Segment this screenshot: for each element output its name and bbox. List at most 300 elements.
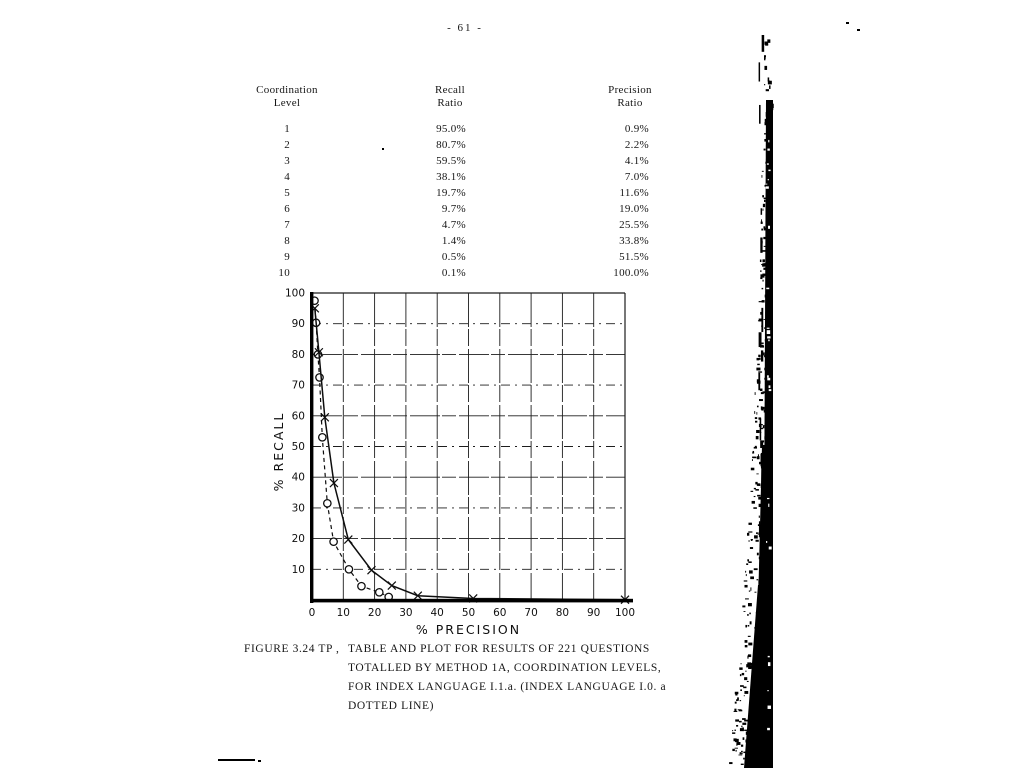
scan-noise — [761, 325, 763, 326]
scan-noise — [761, 597, 764, 600]
scan-noise — [753, 507, 757, 509]
data-point-circle — [330, 538, 337, 545]
scan-noise — [740, 753, 743, 754]
scan-noise — [739, 710, 743, 712]
scan-noise — [761, 229, 763, 231]
scan-noise — [764, 378, 767, 380]
y-tick-label: 80 — [291, 348, 305, 361]
scan-noise — [766, 112, 769, 117]
scan-noise — [746, 563, 748, 565]
scan-noise — [764, 228, 766, 231]
scan-noise — [750, 547, 753, 549]
table-cell-recall: 80.7% — [436, 139, 466, 151]
scan-noise — [748, 636, 751, 637]
table-row — [226, 201, 672, 217]
table-cell-level: 7 — [284, 219, 290, 231]
table-cell-recall: 0.5% — [441, 251, 466, 263]
scan-noise — [758, 417, 761, 419]
scan-noise — [764, 133, 768, 134]
y-tick-label: 40 — [291, 471, 305, 484]
y-tick-label: 90 — [291, 318, 305, 331]
scan-noise — [748, 643, 752, 646]
scan-noise — [763, 407, 765, 409]
scan-noise — [765, 709, 767, 712]
scan-noise — [745, 760, 746, 761]
scan-noise — [758, 524, 759, 526]
series-line-x — [315, 308, 625, 599]
x-tick-label: 70 — [524, 607, 538, 619]
scan-noise — [764, 520, 767, 523]
scan-noise — [758, 371, 762, 372]
scan-noise — [768, 170, 770, 171]
scan-speck — [846, 22, 849, 24]
scan-noise — [759, 105, 761, 124]
scan-noise — [756, 540, 759, 542]
x-tick-label: 10 — [336, 607, 350, 619]
scan-noise — [751, 540, 752, 541]
scan-noise — [743, 737, 745, 740]
table-row — [226, 137, 672, 153]
scan-noise — [761, 208, 762, 215]
scan-noise — [766, 184, 767, 185]
scan-noise — [760, 568, 763, 570]
scan-noise — [764, 436, 768, 439]
scan-noise — [757, 495, 760, 497]
scan-noise — [765, 295, 766, 298]
scan-noise — [766, 186, 769, 188]
scan-noise — [762, 175, 763, 178]
data-point-circle — [319, 434, 326, 441]
scan-noise — [748, 603, 752, 606]
scan-noise — [740, 700, 741, 701]
scan-noise — [760, 602, 762, 604]
scan-noise — [754, 535, 758, 538]
table-cell-level: 4 — [284, 171, 290, 183]
scan-noise — [753, 707, 754, 709]
table-row — [226, 121, 672, 137]
scan-noise — [766, 541, 767, 543]
data-point-circle — [376, 589, 383, 596]
scan-noise — [735, 692, 739, 694]
scan-noise — [756, 368, 760, 371]
scan-noise — [766, 569, 770, 571]
scan-noise — [760, 718, 762, 736]
scan-noise — [757, 579, 758, 580]
scan-noise — [759, 622, 761, 623]
table-cell-precision: 51.5% — [619, 251, 649, 263]
scan-noise — [762, 280, 763, 282]
scan-noise — [763, 268, 765, 270]
scan-noise — [754, 674, 755, 677]
scan-noise — [763, 748, 766, 749]
x-axis-line — [310, 599, 633, 603]
scan-noise — [742, 727, 743, 730]
scan-noise — [751, 763, 755, 766]
scan-noise — [769, 389, 772, 391]
scan-noise — [764, 509, 767, 512]
scan-noise — [765, 614, 769, 616]
table-cell-level: 8 — [284, 235, 290, 247]
scan-noise — [761, 453, 762, 456]
table-cell-recall: 4.7% — [441, 219, 466, 231]
scan-noise — [738, 755, 742, 756]
scan-noise — [757, 553, 759, 556]
scan-noise — [762, 712, 765, 715]
scan-noise — [764, 731, 765, 733]
scan-noise — [763, 762, 767, 764]
scan-noise — [767, 328, 770, 329]
table-cell-level: 3 — [284, 155, 290, 167]
scan-noise — [754, 705, 756, 706]
scan-noise — [767, 330, 770, 334]
scan-noise — [749, 570, 753, 573]
scan-noise — [747, 681, 749, 682]
scan-noise — [756, 640, 760, 642]
scan-noise — [755, 684, 758, 686]
series-line-o — [315, 301, 389, 597]
scan-noise — [742, 718, 746, 720]
scan-noise — [759, 536, 760, 537]
scan-noise — [765, 753, 768, 754]
scan-noise — [742, 673, 744, 675]
scan-noise — [756, 612, 759, 613]
scan-noise — [746, 752, 747, 753]
table-cell-recall: 38.1% — [436, 171, 466, 183]
scan-noise — [745, 571, 746, 573]
table-row — [226, 217, 672, 233]
scan-noise — [761, 343, 764, 344]
data-point-circle — [345, 566, 352, 573]
scan-binding-artifact — [710, 25, 790, 768]
page-number: - 61 - — [447, 22, 483, 34]
scan-noise — [763, 763, 764, 766]
scan-noise — [764, 198, 767, 199]
scan-noise — [770, 104, 773, 108]
header-line: Coordination — [256, 84, 318, 96]
scan-noise — [741, 745, 743, 747]
scan-noise — [756, 709, 760, 711]
table-cell-level: 9 — [284, 251, 290, 263]
scan-noise — [765, 119, 769, 122]
scan-noise — [743, 752, 745, 753]
scan-noise — [763, 659, 767, 662]
scan-noise — [745, 625, 747, 628]
scan-noise — [762, 171, 764, 172]
scan-noise — [753, 726, 756, 729]
scan-noise — [741, 764, 744, 765]
scan-noise — [767, 149, 769, 151]
scan-noise — [760, 389, 762, 392]
scan-noise — [766, 288, 769, 289]
scan-noise — [764, 470, 766, 473]
scan-noise — [761, 466, 763, 468]
scan-noise — [754, 488, 756, 489]
scan-noise — [760, 694, 761, 697]
scan-noise — [767, 336, 770, 338]
scan-noise — [756, 648, 758, 651]
scan-noise — [735, 748, 738, 749]
scan-noise — [769, 136, 772, 137]
scan-noise — [757, 358, 760, 360]
scan-noise — [760, 312, 762, 315]
table-row — [226, 233, 672, 249]
scan-noise — [761, 684, 764, 685]
header-line: Precision — [608, 84, 652, 96]
scan-noise — [747, 533, 749, 536]
x-axis-title: % PRECISION — [415, 622, 522, 637]
scan-noise — [763, 204, 765, 207]
scan-noise — [759, 462, 762, 464]
scan-noise — [764, 66, 767, 70]
scan-noise — [764, 149, 766, 151]
scan-noise — [732, 749, 734, 751]
scan-noise — [768, 706, 771, 709]
scan-noise — [745, 598, 749, 599]
scan-noise — [762, 648, 766, 650]
scan-noise — [759, 504, 763, 507]
scan-noise — [739, 667, 742, 669]
scan-noise — [756, 473, 758, 474]
scan-noise — [764, 246, 768, 247]
scan-noise — [765, 122, 768, 125]
scan-noise — [761, 616, 765, 618]
scan-noise — [764, 756, 766, 757]
scan-noise — [744, 695, 745, 696]
scan-noise — [763, 571, 766, 572]
x-tick-label: 90 — [587, 607, 601, 619]
y-tick-label: 50 — [291, 441, 305, 453]
scan-noise — [763, 629, 764, 631]
scan-noise — [769, 385, 771, 388]
scan-noise — [764, 629, 765, 631]
scan-noise — [765, 506, 767, 508]
table-cell-precision: 100.0% — [613, 267, 649, 279]
table-row — [226, 249, 672, 265]
scan-noise — [758, 606, 759, 608]
scan-noise — [760, 260, 762, 263]
scan-noise — [760, 432, 761, 433]
scan-noise — [763, 275, 765, 276]
scan-noise — [755, 446, 757, 447]
scan-noise — [762, 195, 764, 197]
scan-noise — [746, 732, 750, 735]
scan-noise — [749, 613, 751, 615]
scan-noise — [759, 516, 760, 518]
scan-noise — [745, 645, 748, 647]
scan-noise — [769, 122, 771, 124]
table-cell-recall: 0.1% — [441, 267, 466, 279]
scan-noise — [764, 579, 767, 580]
scan-noise — [764, 409, 765, 412]
scan-noise — [764, 84, 765, 85]
scan-noise — [745, 585, 748, 588]
scan-noise — [768, 656, 770, 657]
scan-noise — [764, 749, 767, 751]
scan-noise — [762, 250, 766, 252]
scan-noise — [744, 720, 748, 722]
header-line: Level — [273, 97, 301, 109]
scan-noise — [759, 756, 762, 765]
data-point-circle — [324, 500, 331, 507]
scan-noise — [759, 62, 760, 81]
scan-speck — [382, 148, 384, 150]
y-tick-label: 60 — [291, 410, 305, 423]
scan-noise — [746, 574, 747, 576]
scan-noise — [755, 642, 756, 644]
figure-caption-separator: , — [336, 643, 340, 655]
scan-noise — [768, 226, 770, 229]
scan-noise — [761, 727, 765, 729]
table-cell-recall: 95.0% — [436, 123, 466, 135]
scan-noise — [768, 504, 769, 507]
table-header-coordination-level — [226, 84, 348, 110]
scan-noise — [757, 379, 760, 382]
scan-noise — [758, 532, 759, 535]
scan-noise — [745, 740, 747, 743]
scan-noise — [759, 557, 763, 560]
scan-noise — [766, 513, 768, 514]
scan-noise — [767, 498, 769, 499]
table-row — [226, 153, 672, 169]
scan-noise — [745, 671, 746, 672]
scan-noise — [762, 259, 764, 262]
y-axis-line — [310, 292, 313, 603]
scan-noise — [736, 750, 737, 752]
scan-noise — [763, 209, 764, 211]
scan-noise — [753, 659, 757, 661]
scan-noise — [768, 140, 769, 142]
figure-caption-label: FIGURE 3.24 TP — [244, 643, 334, 655]
scan-noise — [754, 496, 756, 497]
scan-noise — [767, 375, 769, 377]
scan-noise — [747, 559, 749, 561]
scan-noise — [763, 425, 765, 426]
scan-noise — [756, 436, 759, 439]
table-cell-recall: 1.4% — [441, 235, 466, 247]
scan-noise — [748, 666, 751, 669]
scan-noise — [743, 687, 746, 689]
scan-noise — [736, 725, 738, 727]
scan-noise — [740, 689, 742, 691]
scan-noise — [764, 564, 765, 567]
table-body — [226, 121, 672, 281]
scan-noise — [748, 523, 751, 525]
table-row — [226, 169, 672, 185]
scan-noise — [744, 580, 748, 581]
scan-noise — [753, 451, 755, 454]
scan-noise — [732, 732, 735, 734]
table-cell-precision: 7.0% — [624, 171, 649, 183]
scan-noise — [765, 688, 767, 689]
scan-noise — [765, 477, 769, 478]
footer-rule — [218, 759, 255, 761]
x-tick-label: 30 — [399, 607, 413, 619]
x-tick-label: 50 — [461, 607, 476, 619]
table-cell-precision: 0.9% — [624, 123, 649, 135]
scan-noise — [759, 718, 760, 719]
header-line: Recall — [435, 84, 465, 96]
scan-noise — [758, 355, 760, 357]
table-cell-level: 10 — [278, 267, 290, 279]
scan-noise — [763, 579, 764, 582]
scan-noise — [765, 515, 768, 516]
scan-noise — [748, 531, 752, 532]
scan-noise — [757, 737, 758, 740]
scan-noise — [752, 680, 754, 682]
scan-noise — [750, 587, 751, 590]
scan-noise — [765, 764, 769, 766]
scan-noise — [764, 139, 766, 142]
caption-line: DOTTED LINE) — [348, 700, 435, 712]
scan-noise — [750, 576, 754, 579]
scan-noise — [729, 762, 732, 764]
scan-noise — [745, 640, 748, 643]
scan-noise — [755, 489, 759, 491]
scan-noise — [760, 640, 762, 643]
scan-noise — [760, 424, 763, 425]
scan-noise — [761, 219, 762, 222]
scan-noise — [757, 483, 761, 486]
scan-noise — [761, 681, 765, 684]
scan-noise — [765, 715, 768, 716]
scan-noise — [739, 721, 742, 723]
y-tick-label: 20 — [291, 533, 305, 546]
x-tick-label: 20 — [367, 607, 382, 619]
scan-noise — [764, 200, 765, 202]
scan-noise — [762, 35, 765, 52]
scan-noise — [750, 727, 752, 728]
table-cell-precision: 19.0% — [619, 203, 649, 215]
table-cell-precision: 33.8% — [619, 235, 649, 247]
scan-noise — [736, 742, 740, 745]
table-cell-recall: 19.7% — [436, 187, 466, 199]
scan-noise — [758, 497, 762, 500]
header-line: Ratio — [437, 97, 463, 109]
header-line: Ratio — [617, 97, 643, 109]
results-table — [226, 84, 672, 281]
scan-noise — [744, 691, 748, 694]
scan-noise — [752, 459, 753, 461]
recall-precision-plot — [250, 282, 650, 638]
scan-noise — [756, 412, 757, 415]
scan-noise — [766, 89, 769, 91]
scan-noise — [764, 319, 767, 320]
scan-noise — [757, 406, 759, 408]
scan-noise — [755, 421, 757, 423]
scan-noise — [741, 663, 742, 664]
scan-noise — [756, 532, 758, 534]
table-cell-precision: 25.5% — [619, 219, 649, 231]
scan-noise — [761, 241, 763, 243]
scan-speck — [258, 760, 261, 762]
scan-noise — [769, 547, 772, 550]
table-cell-level: 2 — [284, 139, 290, 151]
scan-noise — [737, 697, 739, 700]
scan-noise — [762, 583, 764, 584]
scan-noise — [754, 592, 756, 593]
scan-noise — [760, 419, 762, 441]
scan-noise — [766, 301, 769, 304]
scan-noise — [756, 660, 759, 663]
scan-noise — [735, 702, 737, 704]
scan-noise — [762, 545, 764, 548]
scan-noise — [734, 730, 735, 731]
scan-noise — [761, 532, 763, 533]
scan-noise — [765, 44, 768, 46]
caption-line: TOTALLED BY METHOD 1A, COORDINATION LEVELS, — [348, 662, 662, 674]
scan-noise — [767, 39, 770, 42]
scan-noise — [768, 77, 770, 81]
